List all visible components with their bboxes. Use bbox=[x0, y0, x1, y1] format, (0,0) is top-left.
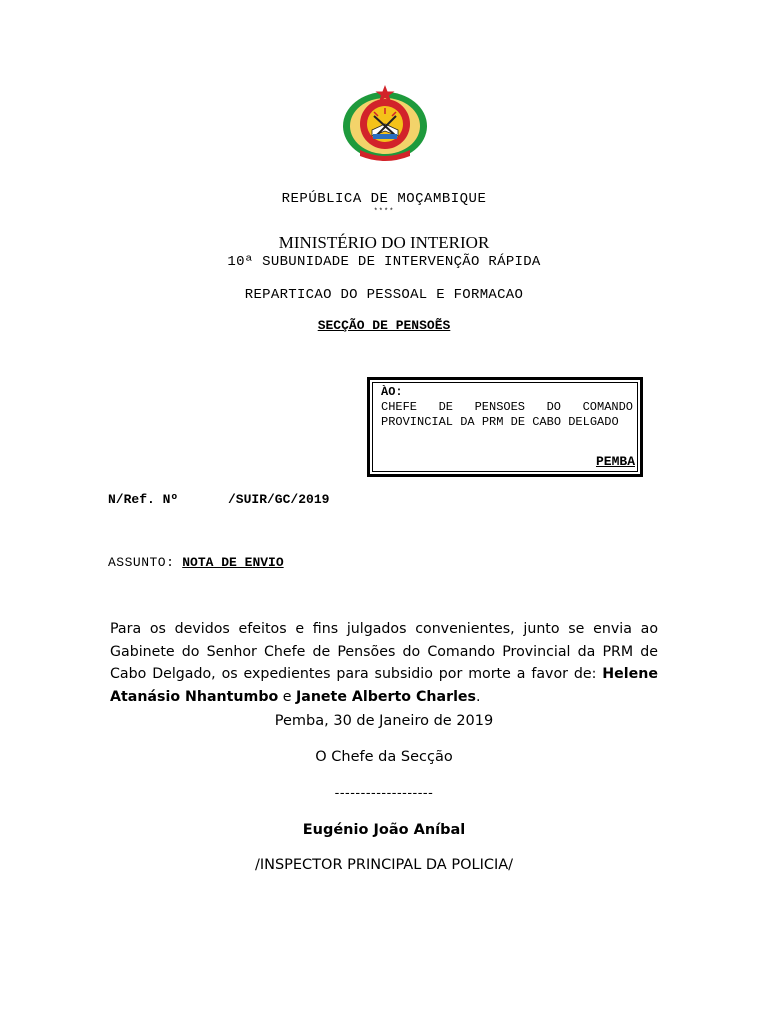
ministry-heading: MINISTÉRIO DO INTERIOR bbox=[278, 233, 490, 252]
reference-number: /SUIR/GC/2019 bbox=[228, 492, 330, 507]
signer-rank: /INSPECTOR PRINCIPAL DA POLICIA/ bbox=[254, 857, 514, 873]
letter-body bbox=[110, 618, 658, 708]
subject-value: NOTA DE ENVIO bbox=[182, 555, 284, 570]
signature-line: ------------------- bbox=[334, 786, 434, 801]
reference-label: N/Ref. Nº bbox=[108, 492, 179, 507]
letter-date: Pemba, 30 de Janeiro de 2019 bbox=[274, 713, 494, 729]
national-emblem-icon bbox=[340, 84, 430, 162]
republic-heading: REPÚBLICA DE MOÇAMBIQUE bbox=[281, 191, 487, 207]
address-recipient: CHEFE DE PENSOES DO COMANDO PROVINCIAL DA PRM DE CABO DELGADO bbox=[381, 400, 633, 429]
recipient-address-inner bbox=[372, 382, 638, 472]
address-city: PEMBA bbox=[595, 454, 635, 469]
address-to-label: ÀO: bbox=[381, 385, 403, 399]
beneficiary-name: Helene Atanásio Nhantumbo bbox=[110, 666, 658, 705]
signer-role: O Chefe da Secção bbox=[315, 749, 453, 765]
section-heading bbox=[0, 318, 768, 333]
body-end: . bbox=[476, 688, 481, 705]
recipient-address-box bbox=[367, 377, 643, 477]
beneficiary-name: Janete Alberto Charles bbox=[295, 688, 477, 705]
signer-name: Eugénio João Aníbal bbox=[302, 822, 466, 838]
heading-separator-stars: **** bbox=[373, 208, 395, 216]
subject-line bbox=[108, 555, 284, 570]
repartition-heading: REPARTICAO DO PESSOAL E FORMACAO bbox=[244, 287, 524, 303]
subunit-heading: 10ª SUBUNIDADE DE INTERVENÇÃO RÁPIDA bbox=[227, 254, 541, 270]
section-heading-text: SECÇÃO DE PENSOẼS bbox=[317, 318, 451, 333]
subject-label: ASSUNTO: bbox=[108, 555, 175, 570]
body-text: Para os devidos efeitos e fins julgados convenientes, junto se envia ao Gabinete do Senhor Chefe de Pensões do Comando Provincial da PRM de Cabo Delgado, os expedientes para subsidio por morte a favor de: bbox=[110, 621, 658, 682]
body-conjunction: e bbox=[278, 688, 296, 705]
